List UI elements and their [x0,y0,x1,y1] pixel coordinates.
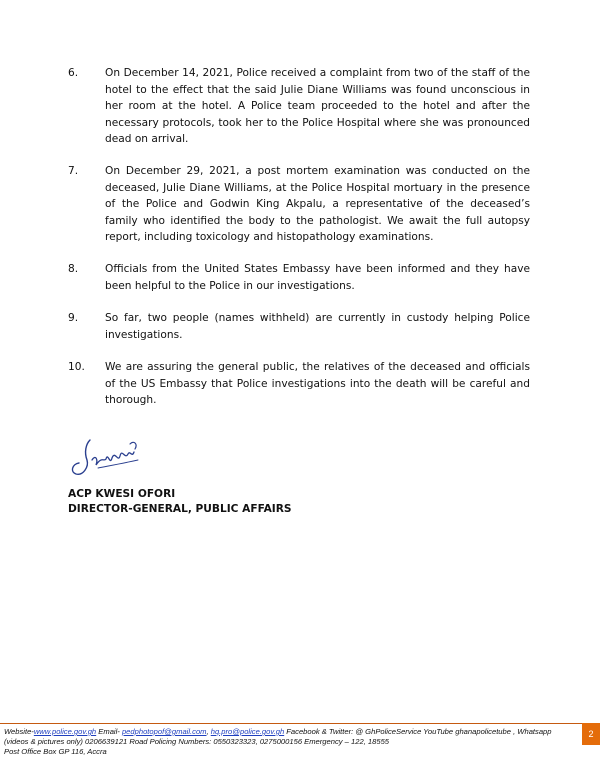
email-link-2[interactable]: hq.pro@police.gov.gh [210,727,285,736]
footer-social: Facebook & Twitter: @ GhPoliceService YouTube ghanapolicetube , Whatsapp (videos & pictures only) 0206639121 Road Policing Numbers: 0550323323, 0275000156 Emergency – 122, 18555 [4,727,552,746]
email-label: Email- [98,727,120,736]
item-number: 7. [68,165,79,177]
item-text: On December 29, 2021, a post mortem examination was conducted on the deceased, Julie Diane Williams, at the Police Hospital mortuary in the presence of the Police and Godwin King Akpalu, a representative of the deceased’s family who identified the body to the pathologist. We await the full autopsy report, including toxicology and histopathology examinations. [105,165,530,243]
signature-icon [68,430,153,485]
item-number: 8. [68,263,79,275]
list-item [68,359,530,409]
footer-address: Post Office Box GP 116, Accra [4,747,107,756]
handwritten-signature [68,430,153,485]
item-number: 6. [68,67,79,79]
footer-divider [0,723,582,724]
page-footer [4,727,578,757]
list-item [68,163,530,246]
item-text: We are assuring the general public, the relatives of the deceased and officials of the US Embassy that Police investigations into the death will be careful and thorough. [105,361,530,406]
list-item [68,310,530,343]
footer-line-1: Website-www.police.gov.gh Email- pedphotopof@gmail.com, hq.pro@police.gov.gh Facebook & Twitter: @ GhPoliceService YouTube ghanapolicetube , Whatsapp (videos & pictures only) 0206639121 Road Policing Numbers: 0550323323, 0275000156 Emergency – 122, 18555 [4,727,552,746]
signatory-block [68,487,292,516]
signatory-name: ACP KWESI OFORI [68,488,176,500]
item-number: 9. [68,312,79,324]
list-item [68,261,530,294]
website-label: Website- [4,727,34,736]
list-item [68,65,530,148]
item-text: On December 14, 2021, Police received a complaint from two of the staff of the hotel to the effect that the said Julie Diane Williams was found unconscious in her room at the hotel. A Police team proceeded to the hotel and after the necessary protocols, took her to the Police Hospital where she was pronounced dead on arrival. [105,67,530,145]
item-text: Officials from the United States Embassy have been informed and they have been helpful to the Police in our investigations. [105,263,530,292]
item-text: So far, two people (names withheld) are currently in custody helping Police investigations. [105,312,530,341]
email-link-1[interactable]: pedphotopof@gmail.com [121,727,207,736]
page-number: 2 [582,723,600,745]
signatory-title: DIRECTOR-GENERAL, PUBLIC AFFAIRS [68,502,292,515]
item-number: 10. [68,361,85,373]
website-link[interactable]: www.police.gov.gh [33,727,97,736]
